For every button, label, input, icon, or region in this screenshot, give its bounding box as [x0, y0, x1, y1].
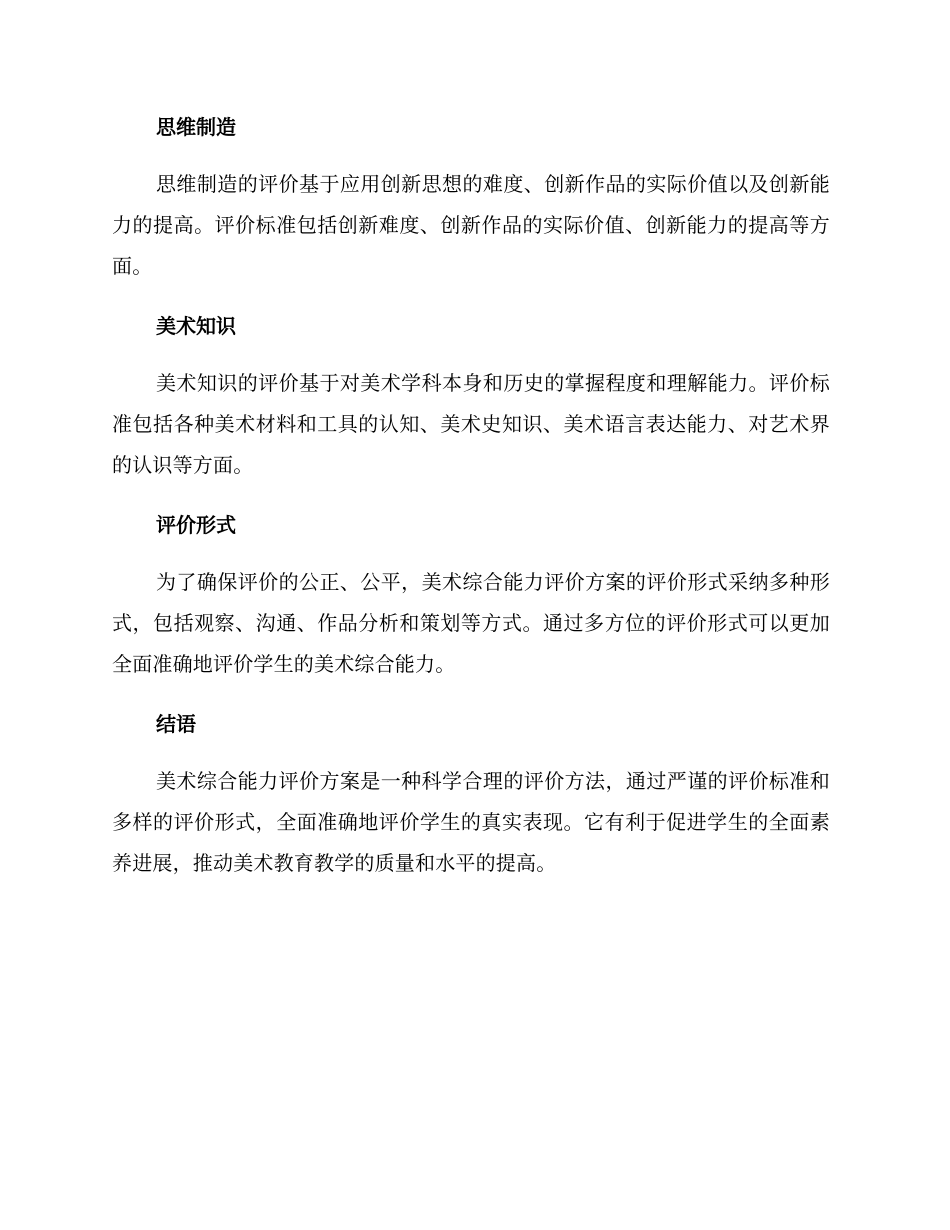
section-thinking-creation — [112, 110, 830, 287]
section-paragraph: 思维制造的评价基于应用创新思想的难度、创新作品的实际价值以及创新能力的提高。评价标准包括创新难度、创新作品的实际价值、创新能力的提高等方面。 — [112, 172, 830, 278]
section-paragraph: 美术综合能力评价方案是一种科学合理的评价方法，通过严谨的评价标准和多样的评价形式，全面准确地评价学生的真实表现。它有利于促进学生的全面素养进展，推动美术教育教学的质量和水平的提高。 — [112, 769, 830, 875]
section-heading: 结语 — [156, 712, 196, 736]
section-art-knowledge — [112, 309, 830, 486]
section-paragraph: 为了确保评价的公正、公平，美术综合能力评价方案的评价形式采纳多种形式，包括观察、沟通、作品分析和策划等方式。通过多方位的评价形式可以更加全面准确地评价学生的美术综合能力。 — [112, 570, 830, 676]
section-conclusion — [112, 707, 830, 884]
section-heading: 思维制造 — [156, 115, 236, 139]
section-paragraph: 美术知识的评价基于对美术学科本身和历史的掌握程度和理解能力。评价标准包括各种美术材料和工具的认知、美术史知识、美术语言表达能力、对艺术界的认识等方面。 — [112, 371, 830, 477]
section-evaluation-form — [112, 508, 830, 685]
section-heading: 评价形式 — [156, 513, 236, 537]
section-heading: 美术知识 — [156, 314, 236, 338]
